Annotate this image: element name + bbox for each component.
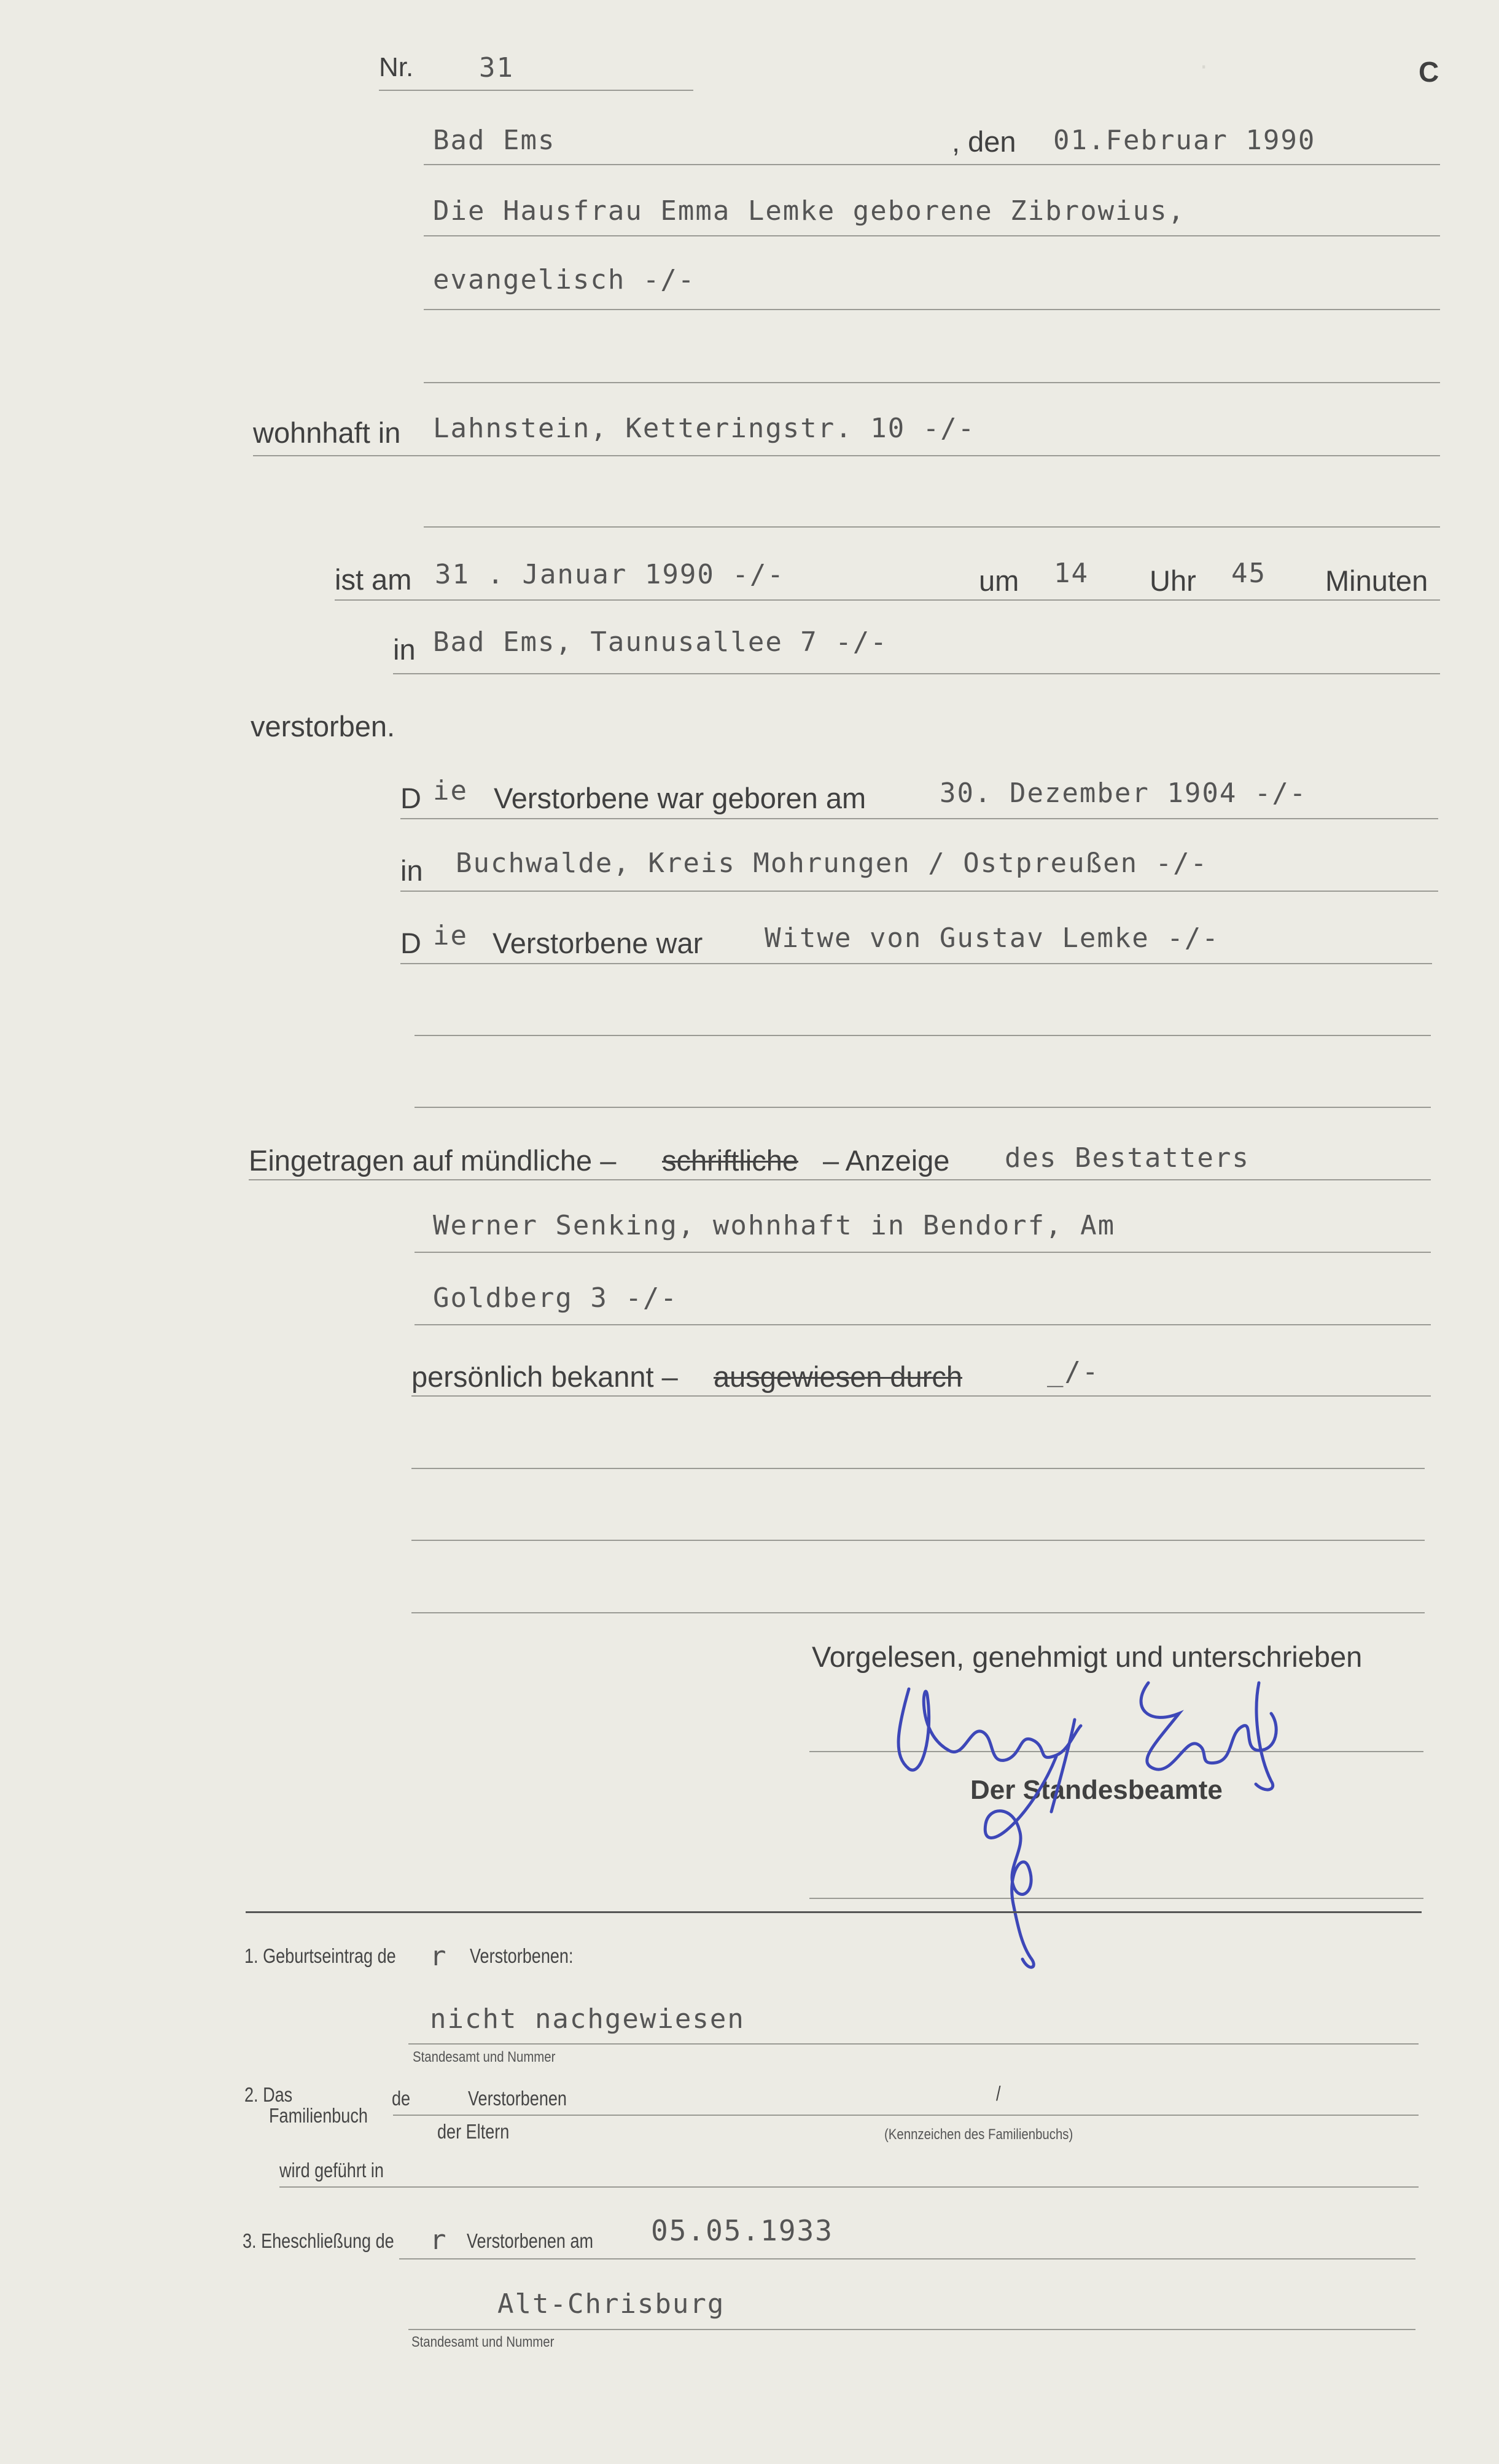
marital-value: Witwe von Gustav Lemke -/- — [765, 922, 1220, 954]
place-date-line — [424, 164, 1440, 165]
known-rule — [411, 1395, 1431, 1397]
f3-place-rule — [408, 2329, 1415, 2330]
f2-gefuehrt: wird geführt in — [279, 2159, 384, 2181]
den-label: , den — [952, 125, 1016, 158]
deceased-line2-rule — [424, 309, 1440, 310]
known-value: _/- — [1047, 1356, 1100, 1387]
f1-sub: Standesamt und Nummer — [413, 2049, 556, 2065]
f2-familienbuch: Familienbuch — [269, 2104, 368, 2127]
death-date-label: ist am — [335, 563, 412, 596]
birth-d-suffix: ie — [433, 775, 468, 806]
death-date-rule — [335, 599, 1440, 601]
f3-rule — [399, 2258, 1415, 2259]
place-value: Bad Ems — [433, 125, 556, 156]
date-value: 01.Februar 1990 — [1053, 125, 1316, 156]
official-label: Der Standesbeamte — [970, 1775, 1223, 1805]
registration-value1: des Bestatters — [1005, 1142, 1250, 1174]
marital-rule — [400, 963, 1432, 964]
marital-d-prefix: D — [400, 927, 421, 959]
marital-d-suffix: ie — [433, 920, 468, 951]
registration-value2: Werner Senking, wohnhaft in Bendorf, Am — [433, 1210, 1116, 1241]
death-hour: 14 — [1054, 558, 1089, 589]
f2-eltern: der Eltern — [437, 2120, 510, 2143]
um-label: um — [979, 564, 1019, 597]
death-place-label: in — [393, 633, 416, 666]
f2-gefuehrt-rule — [279, 2186, 1419, 2188]
birth-place-label: in — [400, 854, 423, 887]
birth-place-value: Buchwalde, Kreis Mohrungen / Ostpreußen -/- — [456, 848, 1209, 879]
registration-label-a: Eingetragen auf mündliche – — [249, 1144, 617, 1177]
blank-rule2 — [411, 1540, 1425, 1541]
f1-value: nicht nachgewiesen — [430, 2003, 745, 2035]
death-place-value: Bad Ems, Taunusallee 7 -/- — [433, 626, 888, 658]
f3-sub: Standesamt und Nummer — [411, 2334, 555, 2350]
f2-num: 2. Das — [244, 2083, 293, 2106]
f2-verstorbenen: Verstorbenen — [468, 2087, 567, 2110]
residence-rule — [253, 455, 1440, 456]
residence-value: Lahnstein, Ketteringstr. 10 -/- — [433, 413, 976, 444]
birth-date-value: 30. Dezember 1904 -/- — [940, 778, 1307, 809]
registration-label-b: – Anzeige — [823, 1144, 950, 1177]
f2-rule — [393, 2115, 1419, 2116]
birth-label: Verstorbene war geboren am — [494, 782, 866, 814]
marital-label: Verstorbene war — [493, 927, 703, 959]
f2-slash: / — [996, 2082, 1001, 2105]
f3-r: r — [430, 2224, 448, 2256]
f1-label-a: 1. Geburtseintrag de — [244, 1944, 396, 1967]
bleed-through-text: · — [1197, 55, 1210, 80]
uhr-label: Uhr — [1150, 564, 1196, 597]
verstorben-label: verstorben. — [251, 710, 395, 743]
section-letter: C — [1419, 56, 1439, 88]
residence-rule2 — [424, 526, 1440, 528]
registration-rule1 — [249, 1179, 1431, 1180]
f2-kennzeichen: (Kennzeichen des Familienbuchs) — [884, 2126, 1073, 2143]
signature-caption: Vorgelesen, genehmigt und unterschrieben — [812, 1640, 1363, 1673]
footer-separator — [246, 1911, 1422, 1913]
minuten-label: Minuten — [1325, 564, 1428, 597]
death-date-value: 31 . Januar 1990 -/- — [435, 559, 785, 590]
death-minutes: 45 — [1231, 558, 1266, 589]
marital-rule3 — [415, 1107, 1431, 1108]
f1-r: r — [430, 1941, 448, 1972]
blank-rule3 — [411, 1612, 1425, 1613]
birth-place-rule — [400, 891, 1438, 892]
residence-label: wohnhaft in — [253, 416, 401, 449]
f3-label-a: 3. Eheschließung de — [243, 2229, 394, 2252]
informant-signature — [890, 1658, 1296, 1818]
birth-d-prefix: D — [400, 782, 421, 814]
deceased-line1-rule — [424, 235, 1440, 236]
deceased-line3-rule — [424, 382, 1440, 383]
registration-value3: Goldberg 3 -/- — [433, 1282, 678, 1314]
birth-date-rule — [400, 818, 1438, 819]
blank-rule1 — [411, 1468, 1425, 1469]
f3-date: 05.05.1933 — [651, 2214, 833, 2247]
deceased-line2: evangelisch -/- — [433, 264, 696, 295]
known-label: persönlich bekannt – — [411, 1360, 678, 1393]
registration-rule3 — [415, 1324, 1431, 1325]
death-place-rule — [393, 673, 1440, 674]
marital-rule2 — [415, 1035, 1431, 1036]
f1-label-b: Verstorbenen: — [470, 1944, 574, 1967]
f1-rule — [408, 2043, 1419, 2045]
registration-rule2 — [415, 1252, 1431, 1253]
registration-struck: schriftliche — [662, 1144, 799, 1177]
f2-de: de — [392, 2087, 411, 2110]
f3-label-b: Verstorbenen am — [467, 2229, 594, 2252]
nr-label: Nr. — [379, 52, 414, 82]
official-signature — [970, 1744, 1081, 1978]
nr-underline — [379, 90, 693, 91]
f3-place: Alt-Chrisburg — [497, 2288, 725, 2320]
official-rule — [809, 1898, 1423, 1899]
nr-value: 31 — [479, 52, 514, 84]
deceased-line1: Die Hausfrau Emma Lemke geborene Zibrowius, — [433, 195, 1186, 227]
known-struck: ausgewiesen durch — [714, 1360, 962, 1393]
